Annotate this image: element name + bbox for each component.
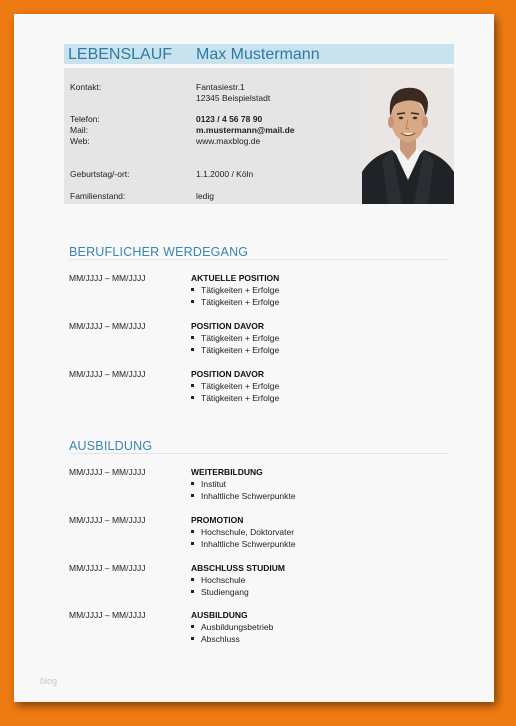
cv-page (14, 14, 494, 702)
birth-label: Geburtstag/-ort: (70, 169, 130, 179)
family-label: Familienstand: (70, 191, 126, 201)
education-entry-date: MM/JJJJ – MM/JJJJ (69, 467, 146, 477)
career-entry-bullet (191, 333, 279, 343)
education-entry-date: MM/JJJJ – MM/JJJJ (69, 610, 146, 620)
profile-photo (362, 68, 454, 204)
bullet-text: Tätigkeiten + Erfolge (201, 285, 280, 295)
bullet-text: Inhaltliche Schwerpunkte (201, 539, 296, 549)
education-entry-bullet (191, 634, 240, 644)
education-entry-title: ABSCHLUSS STUDIUM (191, 563, 285, 573)
web-value[interactable]: www.maxblog.de (196, 136, 261, 146)
career-heading: BERUFLICHER WERDEGANG (69, 245, 249, 259)
bullet-icon (191, 288, 194, 291)
bullet-text: Tätigkeiten + Erfolge (201, 345, 280, 355)
education-entry-bullet (191, 575, 245, 585)
phone-value: 0123 / 4 56 78 90 (196, 114, 263, 124)
web-label: Web: (70, 136, 90, 146)
bullet-text: Institut (201, 479, 227, 489)
bullet-icon (191, 396, 194, 399)
career-entry-date: MM/JJJJ – MM/JJJJ (69, 273, 146, 283)
career-divider (69, 259, 449, 260)
education-entry-bullet (191, 527, 294, 537)
career-entry-bullet (191, 297, 279, 307)
mail-value[interactable]: m.mustermann@mail.de (196, 125, 295, 135)
profile-photo-image (362, 68, 454, 204)
bullet-icon (191, 336, 194, 339)
bullet-text: Tätigkeiten + Erfolge (201, 297, 280, 307)
bullet-icon (191, 482, 194, 485)
career-entry-bullet (191, 381, 279, 391)
bullet-icon (191, 590, 194, 593)
bullet-icon (191, 384, 194, 387)
watermark: blog (40, 676, 58, 686)
mail-label: Mail: (70, 125, 88, 135)
title-bar (64, 44, 454, 64)
address-line-1: Fantasiestr.1 (196, 82, 245, 92)
phone-label: Telefon: (70, 114, 100, 124)
bullet-text: Hochschule, Doktorvater (201, 527, 295, 537)
person-name: Max Mustermann (196, 46, 320, 63)
bullet-icon (191, 542, 194, 545)
bullet-icon (191, 637, 194, 640)
education-entry-bullet (191, 539, 296, 549)
bullet-text: Tätigkeiten + Erfolge (201, 381, 280, 391)
bullet-text: Abschluss (201, 634, 240, 644)
education-entry-date: MM/JJJJ – MM/JJJJ (69, 563, 146, 573)
career-entry-title: AKTUELLE POSITION (191, 273, 280, 283)
career-entry-bullet (191, 393, 279, 403)
career-entry-title: POSITION DAVOR (191, 321, 265, 331)
bullet-icon (191, 348, 194, 351)
bullet-text: Inhaltliche Schwerpunkte (201, 491, 296, 501)
education-entry-date: MM/JJJJ – MM/JJJJ (69, 515, 146, 525)
career-entry-date: MM/JJJJ – MM/JJJJ (69, 321, 146, 331)
bullet-text: Ausbildungsbetrieb (201, 622, 274, 632)
bullet-text: Tätigkeiten + Erfolge (201, 393, 280, 403)
bullet-icon (191, 625, 194, 628)
family-value: ledig (196, 191, 214, 201)
career-entry-date: MM/JJJJ – MM/JJJJ (69, 369, 146, 379)
bullet-icon (191, 530, 194, 533)
bullet-icon (191, 578, 194, 581)
contact-label: Kontakt: (70, 82, 102, 92)
career-entry-bullet (191, 345, 279, 355)
education-entry-bullet (191, 491, 296, 501)
bullet-icon (191, 494, 194, 497)
bullet-text: Hochschule (201, 575, 246, 585)
education-entry-title: PROMOTION (191, 515, 244, 525)
education-entry-bullet (191, 479, 226, 489)
career-entry-title: POSITION DAVOR (191, 369, 265, 379)
education-divider (69, 453, 449, 454)
education-entry-title: WEITERBILDUNG (191, 467, 263, 477)
bullet-text: Studiengang (201, 587, 249, 597)
career-entry-bullet (191, 285, 279, 295)
education-entry-bullet (191, 622, 273, 632)
address-line-2: 12345 Beispielstadt (196, 93, 271, 103)
education-entry-bullet (191, 587, 249, 597)
cv-title: LEBENSLAUF (68, 46, 173, 63)
birth-value: 1.1.2000 / Köln (196, 169, 254, 179)
bullet-icon (191, 300, 194, 303)
education-heading: AUSBILDUNG (69, 439, 153, 453)
bullet-text: Tätigkeiten + Erfolge (201, 333, 280, 343)
education-entry-title: AUSBILDUNG (191, 610, 248, 620)
